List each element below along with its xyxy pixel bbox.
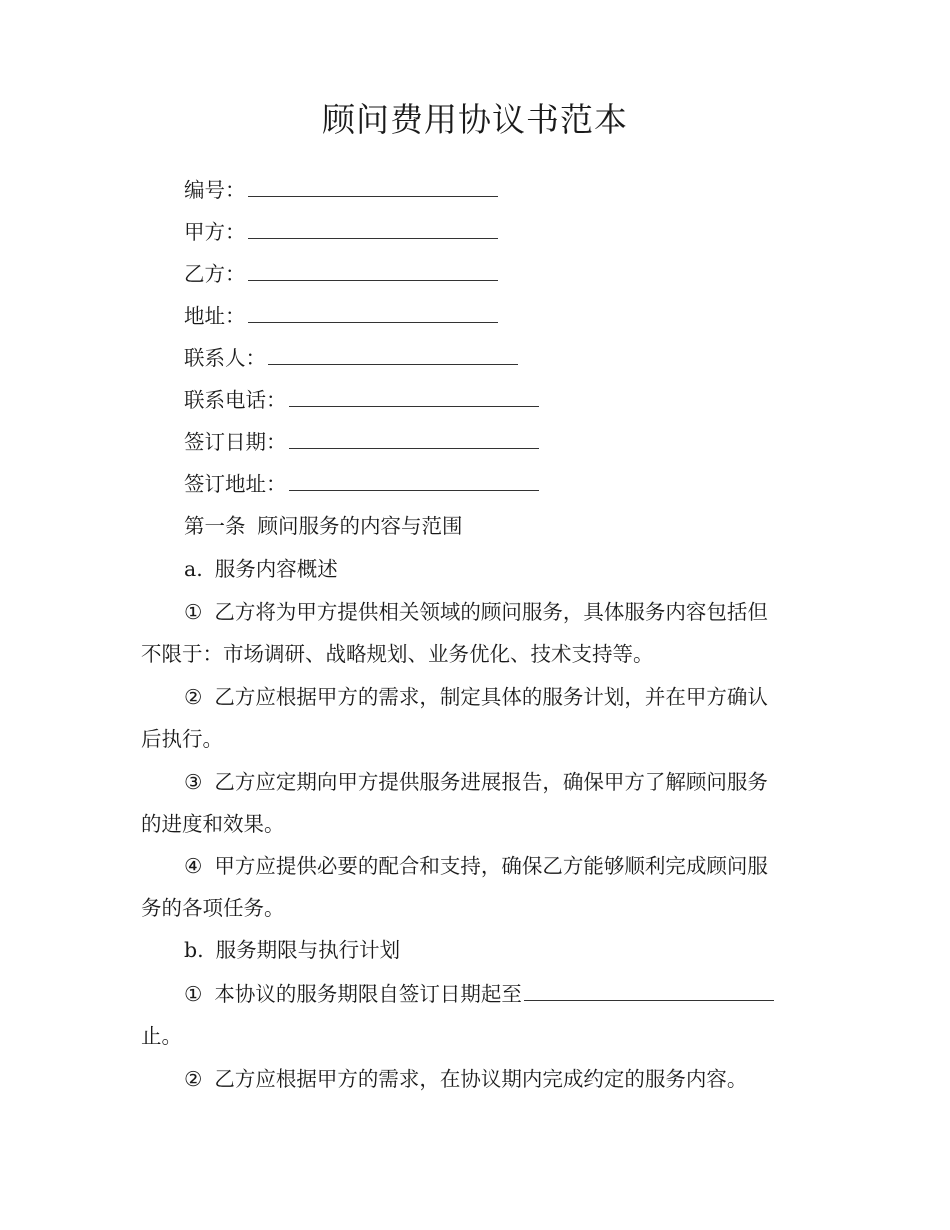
document-title: 顾问费用协议书范本 [322, 100, 628, 139]
clause-b1-line2: 止。 [141, 1024, 182, 1048]
field-label: 联系电话： [184, 388, 287, 412]
clause-text: 甲方应提供必要的配合和支持，确保乙方能够顺利完成顾问服 [214, 854, 768, 878]
field-label: 签订地址： [184, 472, 287, 496]
section-title: 服务期限与执行计划 [215, 938, 401, 962]
field-label: 甲方： [184, 220, 246, 244]
field-label: 编号： [184, 178, 246, 202]
field-blank-line[interactable] [248, 220, 498, 239]
article-number: 第一条 [184, 514, 246, 538]
field-contact-person [184, 343, 518, 373]
clause-a3-line1 [184, 767, 768, 797]
clause-a1-line1 [184, 597, 768, 627]
field-blank-line[interactable] [248, 262, 498, 281]
clause-a2-line1 [184, 682, 768, 712]
clause-a1-line2: 不限于：市场调研、战略规划、业务优化、技术支持等。 [141, 642, 654, 666]
clause-text: 乙方应定期向甲方提供服务进展报告，确保甲方了解顾问服务 [214, 770, 768, 794]
field-address [184, 301, 498, 331]
section-marker: b. [184, 938, 204, 962]
clause-b2-line1 [184, 1064, 747, 1094]
clause-marker: ③ [184, 770, 203, 794]
clause-text: 本协议的服务期限自签订日期起至 [214, 982, 522, 1006]
clause-a2-line2: 后执行。 [141, 727, 223, 751]
field-label: 地址： [184, 304, 246, 328]
field-blank-line[interactable] [289, 430, 539, 449]
clause-a4-line1 [184, 851, 768, 881]
field-blank-line[interactable] [289, 388, 539, 407]
clause-text: 乙方应根据甲方的需求，在协议期内完成约定的服务内容。 [214, 1067, 748, 1091]
field-label: 联系人： [184, 346, 266, 370]
field-number [184, 175, 498, 205]
clause-marker: ① [184, 982, 203, 1006]
clause-marker: ② [184, 685, 203, 709]
clause-marker: ④ [184, 854, 203, 878]
field-party-a [184, 217, 498, 247]
section-marker: a. [184, 557, 203, 581]
section-a-heading [184, 554, 338, 584]
clause-marker: ② [184, 1067, 203, 1091]
clause-a3-line2: 的进度和效果。 [141, 812, 285, 836]
field-blank-line[interactable] [248, 178, 498, 197]
clause-text: 乙方应根据甲方的需求，制定具体的服务计划，并在甲方确认 [214, 685, 768, 709]
article-heading [184, 511, 463, 541]
section-title: 服务内容概述 [214, 557, 338, 581]
clause-text: 乙方将为甲方提供相关领域的顾问服务，具体服务内容包括但 [214, 600, 768, 624]
clause-marker: ① [184, 600, 203, 624]
article-title: 顾问服务的内容与范围 [257, 514, 463, 538]
field-sign-place [184, 469, 539, 499]
field-contact-phone [184, 385, 539, 415]
field-label: 乙方： [184, 262, 246, 286]
field-party-b [184, 259, 498, 289]
field-label: 签订日期： [184, 430, 287, 454]
field-blank-line[interactable] [248, 304, 498, 323]
field-blank-line[interactable] [268, 346, 518, 365]
section-b-heading [184, 935, 400, 965]
clause-b1-line1 [184, 979, 774, 1009]
clause-a4-line2: 务的各项任务。 [141, 896, 285, 920]
end-date-blank-line[interactable] [524, 982, 774, 1001]
field-sign-date [184, 427, 539, 457]
field-blank-line[interactable] [289, 472, 539, 491]
